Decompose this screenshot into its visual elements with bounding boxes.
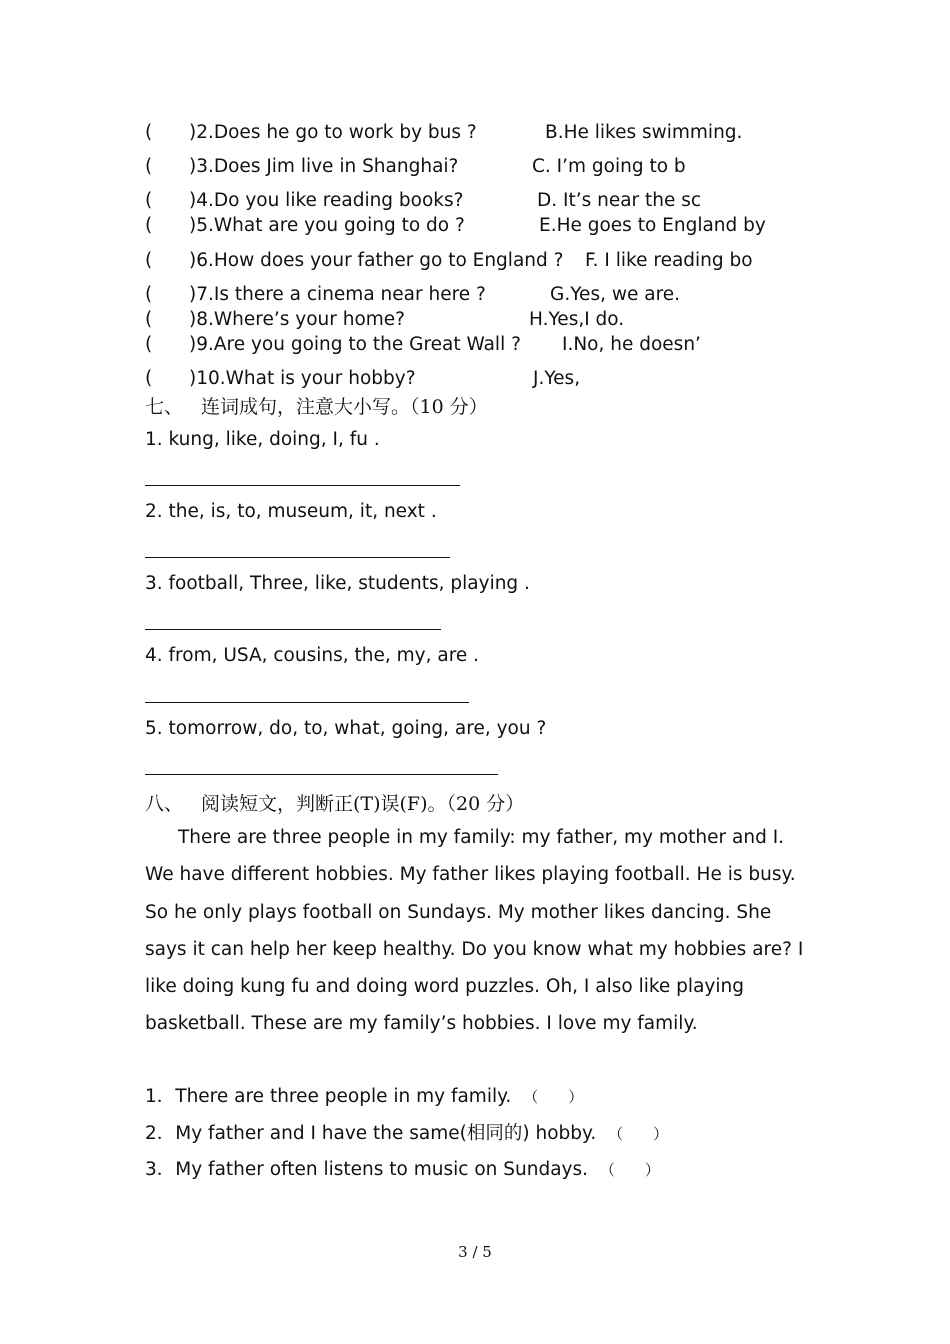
- reorder-item: 3. football, Three, like, students, playing .: [145, 573, 530, 594]
- question-text: )5.What are you going to do ?: [189, 215, 465, 236]
- section-8-heading: [145, 789, 524, 816]
- statement-text: 2．My father and I have the same(相同的) hobby.: [145, 1123, 597, 1144]
- section-number: 八、: [145, 793, 184, 815]
- answer-option: D. It’s near the sc: [537, 190, 702, 211]
- answer-option: F. I like reading bo: [585, 250, 753, 271]
- answer-paren: (: [145, 190, 153, 211]
- answer-option: H.Yes,I do.: [529, 309, 625, 330]
- reorder-item: 1. kung, like, doing, I, fu .: [145, 429, 380, 450]
- answer-option: E.He goes to England by: [539, 215, 766, 236]
- section-title: 阅读短文，判断正(T)误(F)。（20 分）: [201, 793, 525, 815]
- answer-blank[interactable]: [145, 485, 460, 486]
- reading-passage: There are three people in my family: my father, my mother and I. We have different hobbies. My father likes playing football. He is busy. So he only plays football on Sundays. My mother likes dancing. She says it can help her keep healthy. Do you know what my hobbies are? I like doing kung fu and doing word puzzles. Oh, I also like playing basketball. These are my family’s hobbies. I love my family.: [145, 827, 804, 1035]
- question-text: )6.How does your father go to England ?: [189, 250, 564, 271]
- section-title: 连词成句，注意大小写。（10 分）: [201, 396, 488, 418]
- question-text: )7.Is there a cinema near here ?: [189, 284, 486, 305]
- answer-paren: (: [145, 156, 153, 177]
- tf-statement: [145, 1086, 583, 1108]
- reorder-item: 4. from, USA, cousins, the, my, are .: [145, 645, 480, 666]
- answer-blank[interactable]: [145, 774, 498, 775]
- tf-statement: [145, 1159, 660, 1181]
- answer-paren: (: [145, 309, 153, 330]
- reorder-item: 2. the, is, to, museum, it, next .: [145, 501, 437, 522]
- question-text: )4.Do you like reading books?: [189, 190, 464, 211]
- tf-statement: [145, 1123, 668, 1145]
- page-number: 3 / 5: [458, 1243, 492, 1261]
- statement-text: 1．There are three people in my family.: [145, 1086, 512, 1107]
- section-7-heading: [145, 392, 488, 419]
- answer-paren: (: [145, 122, 153, 143]
- answer-paren: (: [145, 334, 153, 355]
- statement-text: 3．My father often listens to music on Sundays.: [145, 1159, 588, 1180]
- question-text: )10.What is your hobby?: [189, 368, 416, 389]
- answer-blank[interactable]: [145, 557, 450, 558]
- answer-paren: (: [145, 368, 153, 389]
- answer-paren: (: [145, 284, 153, 305]
- answer-option: G.Yes, we are.: [550, 284, 681, 305]
- question-text: )8.Where’s your home?: [189, 309, 405, 330]
- reorder-item: 5. tomorrow, do, to, what, going, are, you ?: [145, 718, 547, 739]
- question-text: )3.Does Jim live in Shanghai?: [189, 156, 459, 177]
- answer-option: C. I’m going to b: [532, 156, 686, 177]
- answer-paren: (: [145, 250, 153, 271]
- tf-answer-paren[interactable]: （ ）: [608, 1125, 669, 1143]
- answer-option: J.Yes,: [533, 368, 581, 389]
- answer-option: B.He likes swimming.: [545, 122, 743, 143]
- tf-answer-paren[interactable]: （ ）: [599, 1161, 660, 1179]
- answer-paren: (: [145, 215, 153, 236]
- answer-option: I.No, he doesn’: [562, 334, 701, 355]
- answer-blank[interactable]: [145, 629, 441, 630]
- answer-blank[interactable]: [145, 702, 469, 703]
- question-text: )9.Are you going to the Great Wall ?: [189, 334, 521, 355]
- question-text: )2.Does he go to work by bus ?: [189, 122, 477, 143]
- section-number: 七、: [145, 396, 184, 418]
- tf-answer-paren[interactable]: （ ）: [523, 1088, 584, 1106]
